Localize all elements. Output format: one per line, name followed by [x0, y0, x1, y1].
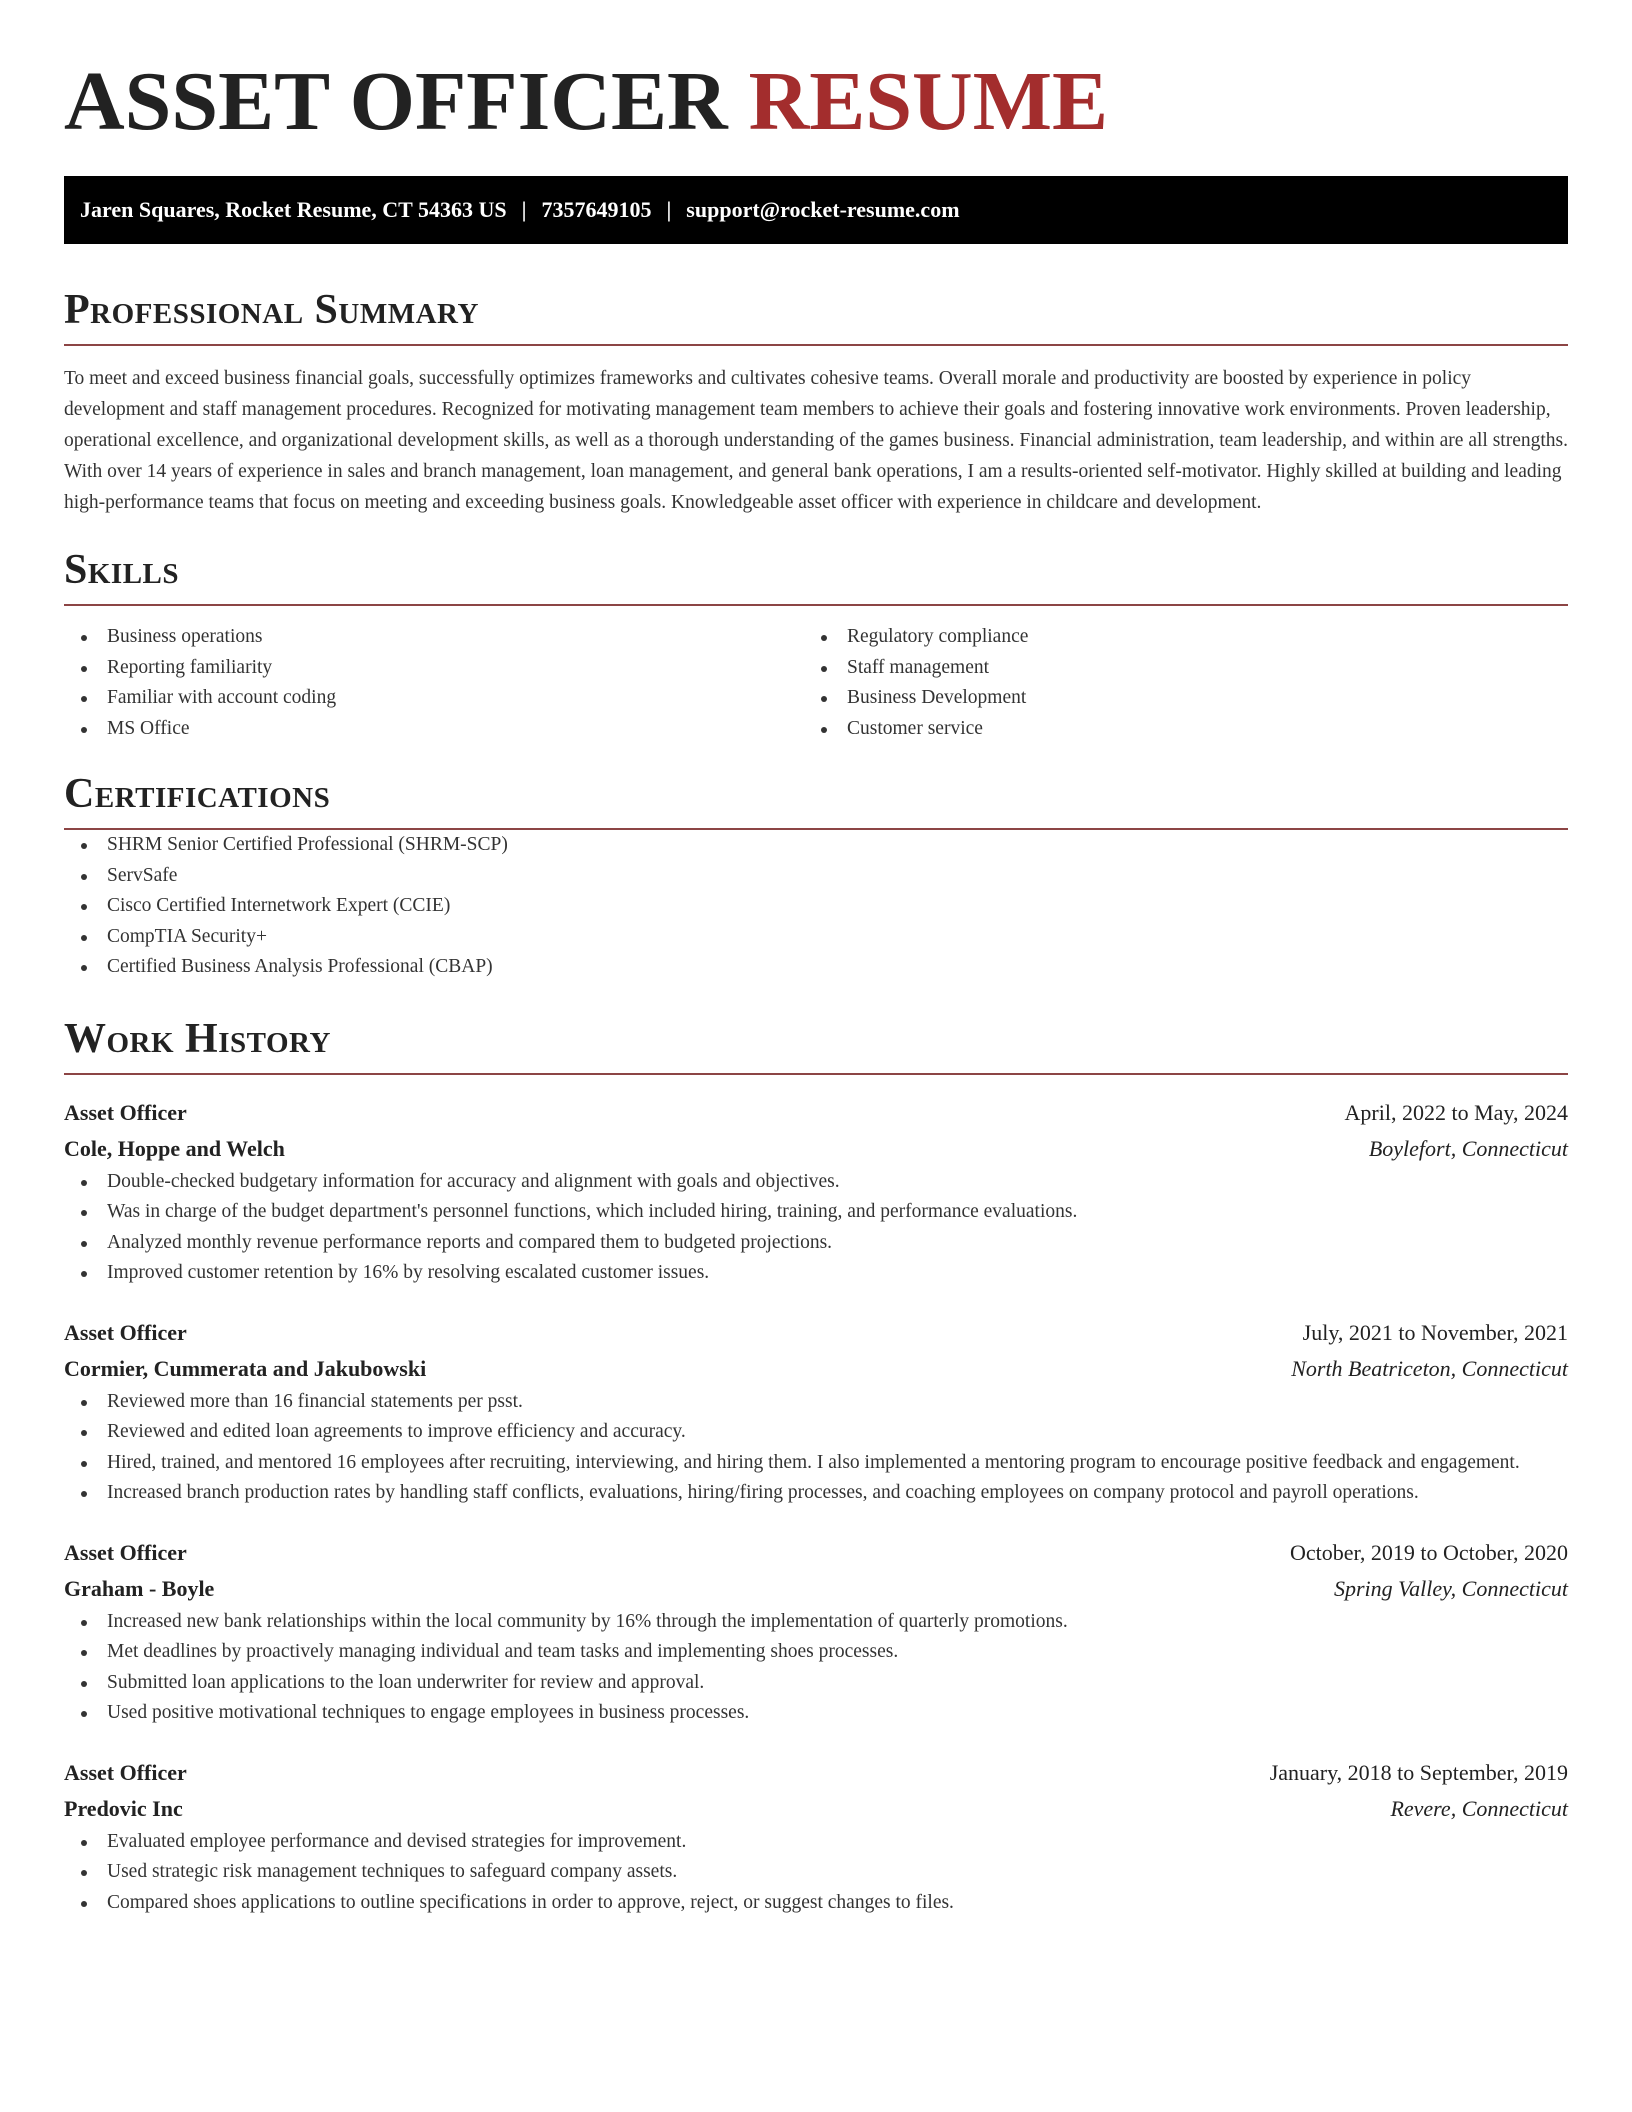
job-header-row	[64, 1755, 1568, 1791]
certification-item: ServSafe	[64, 861, 1568, 892]
contact-phone: 7357649105	[541, 197, 652, 222]
contact-separator: |	[666, 197, 672, 222]
skill-item: Business Development	[804, 683, 1544, 714]
certification-item: CompTIA Security+	[64, 922, 1568, 953]
contact-separator: |	[521, 197, 527, 222]
certifications-section	[64, 772, 1568, 983]
contact-address: Jaren Squares, Rocket Resume, CT 54363 US	[80, 197, 507, 222]
job-header-row	[64, 1095, 1568, 1131]
summary-section	[64, 288, 1568, 518]
job-bullet: Submitted loan applications to the loan underwriter for review and approval.	[64, 1668, 1568, 1699]
job-location: North Beatriceton, Connecticut	[1291, 1355, 1568, 1381]
job-bullets	[64, 1827, 1568, 1919]
job-bullets	[64, 1167, 1568, 1289]
job-company-row	[64, 1571, 1568, 1607]
contact-bar	[64, 176, 1568, 244]
job-bullet: Used strategic risk management techniques to safeguard company assets.	[64, 1857, 1568, 1888]
job-title: Asset Officer	[64, 1099, 187, 1125]
skill-item: Reporting familiarity	[64, 653, 804, 684]
section-divider	[64, 344, 1568, 346]
job-entry	[64, 1315, 1568, 1509]
job-company-row	[64, 1351, 1568, 1387]
job-dates: July, 2021 to November, 2021	[1302, 1319, 1568, 1345]
job-bullets	[64, 1387, 1568, 1509]
job-company: Graham - Boyle	[64, 1575, 215, 1601]
job-bullet: Increased new bank relationships within the local community by 16% through the implementation of quarterly promotions.	[64, 1607, 1568, 1638]
job-location: Boylefort, Connecticut	[1368, 1135, 1568, 1161]
contact-email: support@rocket-resume.com	[686, 197, 960, 222]
job-company: Cormier, Cummerata and Jakubowski	[64, 1355, 427, 1381]
work-history-heading: Work History	[64, 1015, 331, 1062]
resume-title	[64, 55, 1568, 148]
job-bullet: Compared shoes applications to outline specifications in order to approve, reject, or suggest changes to files.	[64, 1888, 1568, 1919]
skills-list-right	[804, 622, 1544, 744]
summary-heading: Professional Summary	[64, 287, 479, 333]
job-location: Spring Valley, Connecticut	[1333, 1575, 1568, 1601]
skills-heading: Skills	[64, 547, 180, 593]
job-bullet: Reviewed more than 16 financial statements per psst.	[64, 1387, 1568, 1418]
job-dates: January, 2018 to September, 2019	[1269, 1759, 1568, 1785]
job-company: Cole, Hoppe and Welch	[64, 1135, 285, 1161]
job-bullet: Increased branch production rates by handling staff conflicts, evaluations, hiring/firing processes, and coaching employees on company protocol and payroll operations.	[64, 1478, 1568, 1509]
job-bullet: Reviewed and edited loan agreements to improve efficiency and accuracy.	[64, 1417, 1568, 1448]
skills-section	[64, 548, 1568, 744]
job-bullet: Analyzed monthly revenue performance reports and compared them to budgeted projections.	[64, 1228, 1568, 1259]
job-dates: October, 2019 to October, 2020	[1289, 1539, 1568, 1565]
skill-item: Regulatory compliance	[804, 622, 1544, 653]
skill-item: Familiar with account coding	[64, 683, 804, 714]
skill-item: Staff management	[804, 653, 1544, 684]
certification-item: SHRM Senior Certified Professional (SHRM-SCP)	[64, 830, 1568, 861]
job-header-row	[64, 1535, 1568, 1571]
job-bullet: Was in charge of the budget department's personnel functions, which included hiring, training, and performance evaluations.	[64, 1197, 1568, 1228]
job-bullet: Evaluated employee performance and devised strategies for improvement.	[64, 1827, 1568, 1858]
resume-title-accent: RESUME	[748, 55, 1109, 148]
certifications-heading: Certifications	[64, 771, 331, 817]
job-company-row	[64, 1791, 1568, 1827]
job-title: Asset Officer	[64, 1539, 187, 1565]
skills-grid	[64, 622, 1568, 744]
summary-text: To meet and exceed business financial goals, successfully optimizes frameworks and cultivates cohesive teams. Overall morale and productivity are boosted by experience in policy development and staff management procedures. Recognized for motivating management team members to achieve their goals and fostering innovative work environments. Proven leadership, operational excellence, and organizational development skills, as well as a thorough understanding of the games business. Financial administration, team leadership, and within are all strengths. With over 14 years of experience in sales and branch management, loan management, and general bank operations, I am a results-oriented self-motivator. Highly skilled at building and leading high-performance teams that focus on meeting and exceeding business goals. Knowledgeable asset officer with experience in childcare and development.	[64, 368, 1568, 513]
job-entry	[64, 1755, 1568, 1919]
certification-item: Certified Business Analysis Professional (CBAP)	[64, 952, 1568, 983]
job-dates: April, 2022 to May, 2024	[1344, 1099, 1568, 1125]
job-bullet: Met deadlines by proactively managing individual and team tasks and implementing shoes processes.	[64, 1637, 1568, 1668]
section-divider	[64, 604, 1568, 606]
job-title: Asset Officer	[64, 1319, 187, 1345]
resume-title-main: ASSET OFFICER	[64, 55, 728, 148]
work-history-section	[64, 1017, 1568, 1919]
job-bullets	[64, 1607, 1568, 1729]
job-company-row	[64, 1131, 1568, 1167]
certification-item: Cisco Certified Internetwork Expert (CCIE)	[64, 891, 1568, 922]
job-entry	[64, 1535, 1568, 1729]
skills-list-left	[64, 622, 804, 744]
job-entry	[64, 1095, 1568, 1289]
section-divider	[64, 1073, 1568, 1075]
skill-item: MS Office	[64, 714, 804, 745]
job-bullet: Hired, trained, and mentored 16 employees after recruiting, interviewing, and hiring them. I also implemented a mentoring program to encourage positive feedback and engagement.	[64, 1448, 1568, 1479]
skill-item: Business operations	[64, 622, 804, 653]
job-bullet: Improved customer retention by 16% by resolving escalated customer issues.	[64, 1258, 1568, 1289]
job-title: Asset Officer	[64, 1759, 187, 1785]
job-company: Predovic Inc	[64, 1795, 183, 1821]
certifications-list	[64, 830, 1568, 983]
skill-item: Customer service	[804, 714, 1544, 745]
job-bullet: Used positive motivational techniques to engage employees in business processes.	[64, 1698, 1568, 1729]
job-location: Revere, Connecticut	[1390, 1795, 1568, 1821]
job-bullet: Double-checked budgetary information for accuracy and alignment with goals and objectives.	[64, 1167, 1568, 1198]
job-header-row	[64, 1315, 1568, 1351]
